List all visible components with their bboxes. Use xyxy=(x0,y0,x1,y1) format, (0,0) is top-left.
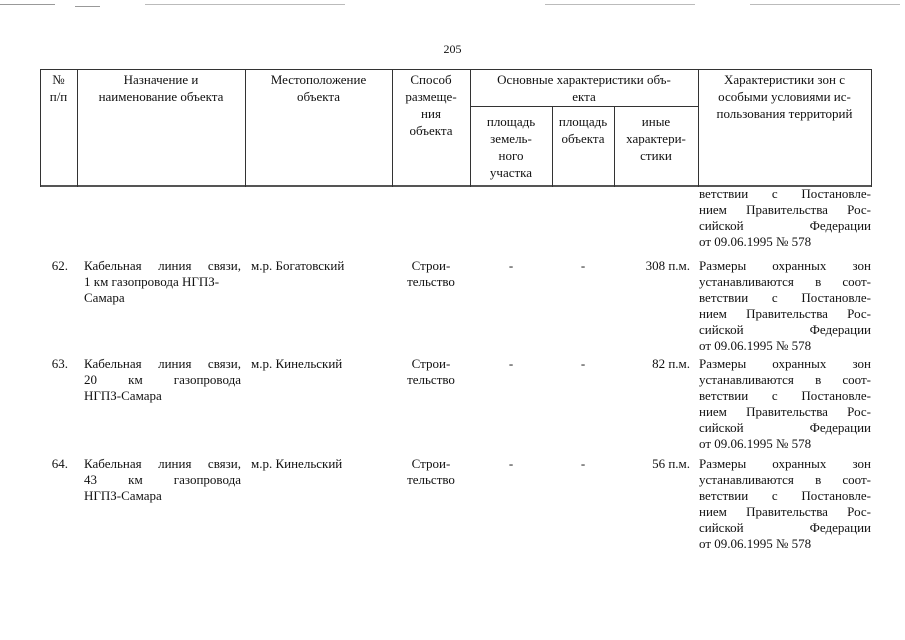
zone-line: нием Правительства Рос- xyxy=(699,504,871,519)
placement-method-line: Строи- xyxy=(411,258,451,273)
zone-line: от 09.06.1995 № 578 xyxy=(699,436,812,451)
row-number: 63. xyxy=(51,356,68,371)
zone-line: Размеры охранных зон xyxy=(699,456,871,471)
object-name-line: Кабельная линия связи, xyxy=(84,456,241,471)
object-name-line: 20 км газопровода xyxy=(84,372,241,387)
zone-line: ветствии с Постановле- xyxy=(699,388,871,403)
object-location: м.р. Богатовский xyxy=(251,258,345,273)
zone-line: сийской Федерации xyxy=(699,420,871,435)
zone-line: ветствии с Постановле- xyxy=(699,488,871,503)
row-number: 64. xyxy=(51,456,68,471)
object-name xyxy=(84,456,241,504)
continuation-line: сийской Федерации xyxy=(699,218,871,233)
zone-description xyxy=(699,356,871,452)
object-name-line: Самара xyxy=(84,290,125,305)
row-number: 62. xyxy=(51,258,68,273)
zone-line: нием Правительства Рос- xyxy=(699,404,871,419)
scan-artifact xyxy=(545,4,695,5)
zone-line: устанавливаются в соот- xyxy=(699,472,871,487)
continuation-line: ветствии с Постановле- xyxy=(699,186,871,201)
header-method: Способ размеще- ния объекта xyxy=(405,72,457,138)
header-main-chars: Основные характеристики объ- екта xyxy=(497,72,671,104)
zone-line: устанавливаются в соот- xyxy=(699,372,871,387)
zone-line: сийской Федерации xyxy=(699,322,871,337)
other-chars-value: 82 п.м. xyxy=(652,356,690,371)
continuation-line: от 09.06.1995 № 578 xyxy=(699,234,812,249)
land-area-value: - xyxy=(508,456,514,471)
object-name-line: НГПЗ-Самара xyxy=(84,488,162,503)
zone-description xyxy=(699,258,871,354)
land-area-value: - xyxy=(508,258,514,273)
object-name-line: Кабельная линия связи, xyxy=(84,258,241,273)
zone-line: нием Правительства Рос- xyxy=(699,306,871,321)
object-area-value: - xyxy=(580,258,586,273)
header-land-area: площадь земель- ного участка xyxy=(486,114,536,180)
placement-method-line: Строи- xyxy=(411,356,451,371)
scan-artifact xyxy=(75,6,100,7)
zone-description xyxy=(699,456,871,552)
header-num: № п/п xyxy=(49,72,68,104)
continuation-text xyxy=(699,186,871,250)
placement-method-line: Строи- xyxy=(411,456,451,471)
scan-artifact xyxy=(0,4,55,5)
page-number: 205 xyxy=(443,42,462,56)
header-zones: Характеристики зон с особыми условиями ис- пользования территорий xyxy=(716,72,853,121)
zone-line: от 09.06.1995 № 578 xyxy=(699,536,812,551)
object-name-line: 1 км газопровода НГПЗ- xyxy=(84,274,220,289)
header-name: Назначение и наименование объекта xyxy=(98,72,224,104)
other-chars-value: 308 п.м. xyxy=(645,258,690,273)
placement-method xyxy=(392,258,470,290)
scan-artifact xyxy=(750,4,900,5)
placement-method xyxy=(392,456,470,488)
object-name-line: НГПЗ-Самара xyxy=(84,388,162,403)
object-name-line: 43 км газопровода xyxy=(84,472,241,487)
placement-method xyxy=(392,356,470,388)
scan-artifact xyxy=(145,4,345,5)
continuation-line: нием Правительства Рос- xyxy=(699,202,871,217)
placement-method-line: тельство xyxy=(407,274,455,289)
header-other-chars: иные характери- стики xyxy=(626,114,686,163)
placement-method-line: тельство xyxy=(407,472,455,487)
zone-line: Размеры охранных зон xyxy=(699,258,871,273)
object-name xyxy=(84,258,241,306)
object-area-value: - xyxy=(580,356,586,371)
other-chars-value: 56 п.м. xyxy=(652,456,690,471)
object-name-line: Кабельная линия связи, xyxy=(84,356,241,371)
object-area-value: - xyxy=(580,456,586,471)
zone-line: Размеры охранных зон xyxy=(699,356,871,371)
header-object-area: площадь объекта xyxy=(558,114,608,146)
placement-method-line: тельство xyxy=(407,372,455,387)
zone-line: от 09.06.1995 № 578 xyxy=(699,338,812,353)
header-location: Местоположение объекта xyxy=(270,72,367,104)
object-name xyxy=(84,356,241,404)
zone-line: ветствии с Постановле- xyxy=(699,290,871,305)
zone-line: сийской Федерации xyxy=(699,520,871,535)
object-location: м.р. Кинельский xyxy=(251,456,343,471)
land-area-value: - xyxy=(508,356,514,371)
object-location: м.р. Кинельский xyxy=(251,356,343,371)
zone-line: устанавливаются в соот- xyxy=(699,274,871,289)
